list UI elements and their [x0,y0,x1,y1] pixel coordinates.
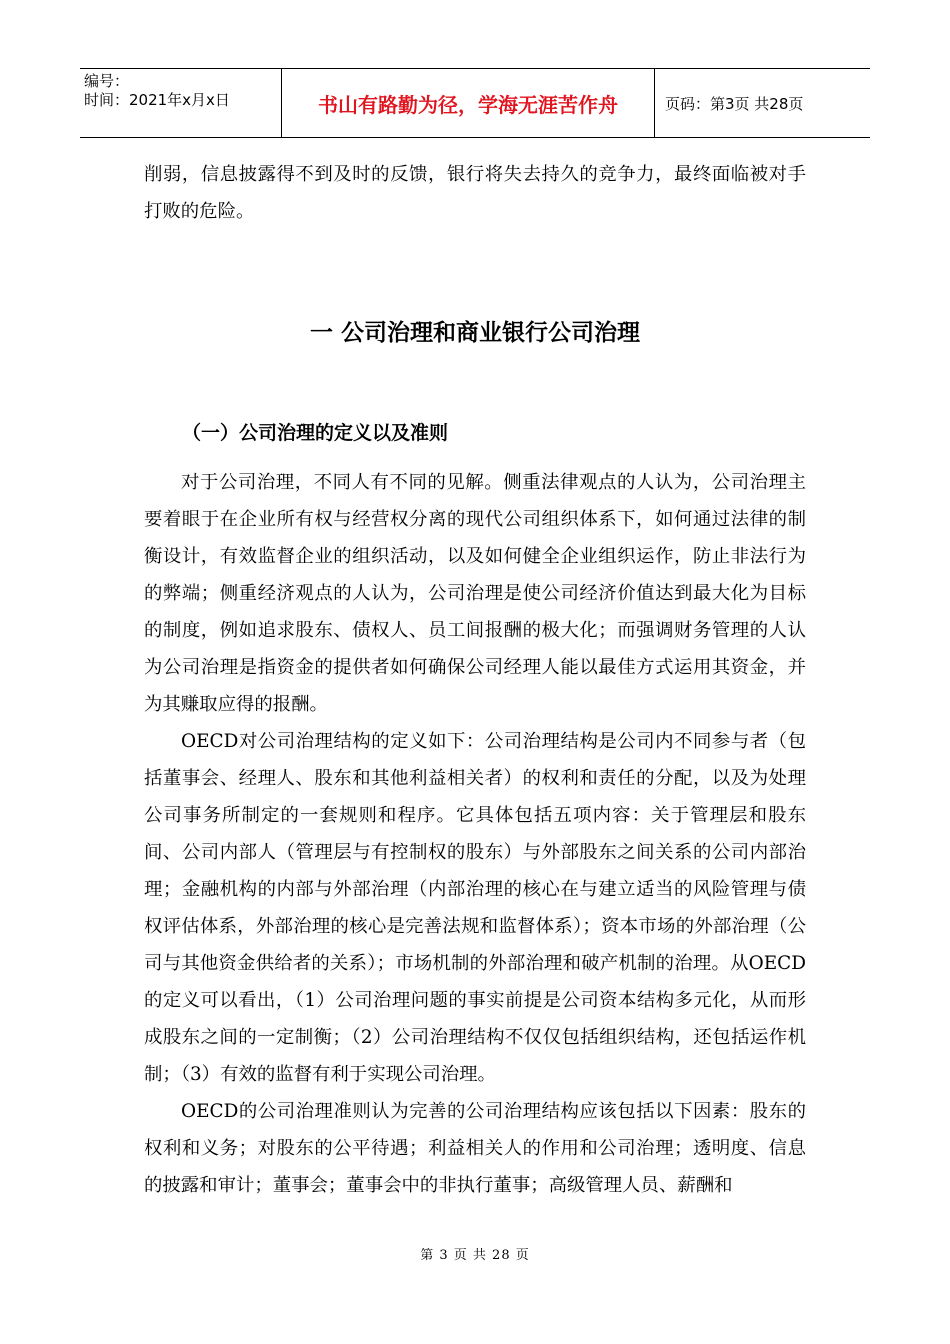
time-label: 时间：2021年x月x日 [84,91,230,109]
header-motto: 书山有路勤为径，学海无涯苦作舟 [282,69,655,137]
section-title: （一）公司治理的定义以及准则 [182,422,449,444]
header-table [80,68,870,138]
chapter-title: 一 公司治理和商业银行公司治理 [309,320,640,346]
header-meta [80,69,282,137]
body-paragraph-2: OECD对公司治理结构的定义如下：公司治理结构是公司内不同参与者（包括董事会、经理人、股东和其他利益相关者）的权利和责任的分配，以及为处理公司事务所制定的一套规则和程序。它具体包括五项内容：关于管理层和股东间、公司内部人（管理层与有控制权的股东）与外部股东之间关系的公司内部治理；金融机构的内部与外部治理（内部治理的核心在与建立适当的风险管理与债权评估体系，外部治理的核心是完善法规和监督体系）；资本市场的外部治理（公司与其他资金供给者的关系）；市场机制的外部治理和破产机制的治理。从OECD的定义可以看出，（1）公司治理问题的事实前提是公司资本结构多元化，从而形成股东之间的一定制衡；（2）公司治理结构不仅仅包括组织结构，还包括运作机制；（3）有效的监督有利于实现公司治理。 [144,731,806,1085]
continuation-paragraph: 削弱，信息披露得不到及时的反馈，银行将失去持久的竞争力，最终面临被对手打败的危险。 [144,164,806,222]
page-footer: 第 3 页 共 28 页 [420,1248,530,1263]
number-label: 编号： [84,72,130,90]
header-page-info: 页码：第3页 共28页 [665,94,804,113]
body-paragraph-3: OECD的公司治理准则认为完善的公司治理结构应该包括以下因素：股东的权利和义务；对股东的公平待遇；利益相关人的作用和公司治理；透明度、信息的披露和审计；董事会；董事会中的非执行董事；高级管理人员、薪酬和 [144,1101,806,1196]
body-paragraph-1: 对于公司治理，不同人有不同的见解。侧重法律观点的人认为，公司治理主要着眼于在企业所有权与经营权分离的现代公司组织体系下，如何通过法律的制衡设计，有效监督企业的组织活动，以及如何健全企业组织运作，防止非法行为的弊端；侧重经济观点的人认为，公司治理是使公司经济价值达到最大化为目标的制度，例如追求股东、债权人、员工间报酬的极大化；而强调财务管理的人认为公司治理是指资金的提供者如何确保公司经理人能以最佳方式运用其资金，并为其赚取应得的报酬。 [144,472,806,715]
